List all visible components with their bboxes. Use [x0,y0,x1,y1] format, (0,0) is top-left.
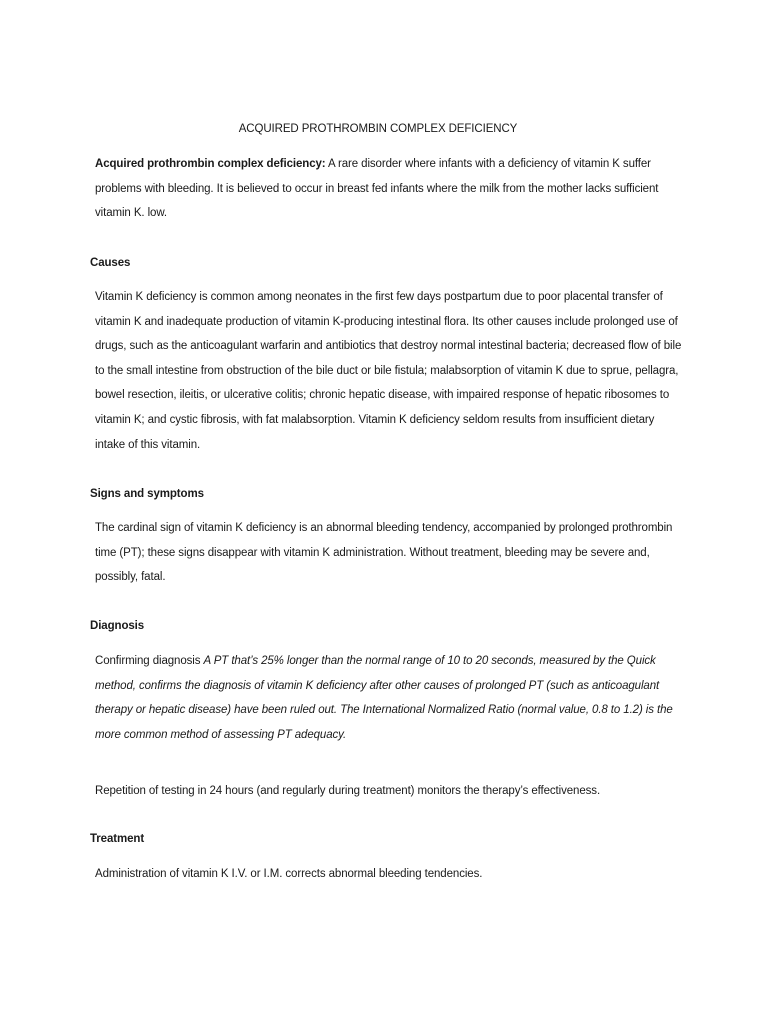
diagnosis-heading: Diagnosis [90,620,145,632]
treatment-heading: Treatment [90,833,145,845]
treatment-paragraph: Administration of vitamin K I.V. or I.M. corrects abnormal bleeding tendencies. [95,868,483,880]
document-title: ACQUIRED PROTHROMBIN COMPLEX DEFICIENCY [238,123,518,135]
causes-heading: Causes [90,257,131,269]
intro-term: Acquired prothrombin complex deficiency: [95,158,326,170]
signs-heading: Signs and symptoms [90,488,204,500]
causes-paragraph: Vitamin K deficiency is common among neonates in the first few days postpartum due to poor placental transfer of vitamin K and inadequate production of vitamin K-producing intestinal flora. Its other causes include prolonged use of drugs, such as the anticoagulant warfarin and antibiotics that destroy normal intestinal bacteria; decreased flow of bile to the small intestine from obstruction of the bile duct or bile fistula; malabsorption of vitamin K due to sprue, pellagra, bowel resection, ileitis, or ulcerative colitis; chronic hepatic disease, with impaired response of hepatic ribosomes to vitamin K; and cystic fibrosis, with fat malabsorption. Vitamin K deficiency seldom results from insufficient dietary intake of this vitamin. [95,291,682,451]
diagnosis-lead: Confirming diagnosis [95,655,204,667]
diagnosis-italic-text: A PT that’s 25% longer than the normal range of 10 to 20 seconds, measured by the Quick method, confirms the diagnosis of vitamin K deficiency after other causes of prolonged PT (such as anticoagulant therapy or hepatic disease) have been ruled out. The International Normalized Ratio (normal value, 0.8 to 1.2) is the more common method of assessing PT adequacy. [95,655,673,741]
intro-text: A rare disorder where infants with a deficiency of vitamin K suffer problems with bleeding. It is believed to occur in breast fed infants where the milk from the mother lacks sufficient vitamin K. low. [95,158,659,220]
signs-paragraph: The cardinal sign of vitamin K deficiency is an abnormal bleeding tendency, accompanied by prolonged prothrombin time (PT); these signs disappear with vitamin K administration. Without treatment, bleeding may be severe and, possibly, fatal. [95,522,673,584]
intro-paragraph [95,152,685,226]
repetition-paragraph: Repetition of testing in 24 hours (and regularly during treatment) monitors the therapy’s effectiveness. [95,785,601,797]
diagnosis-paragraph [95,649,685,747]
